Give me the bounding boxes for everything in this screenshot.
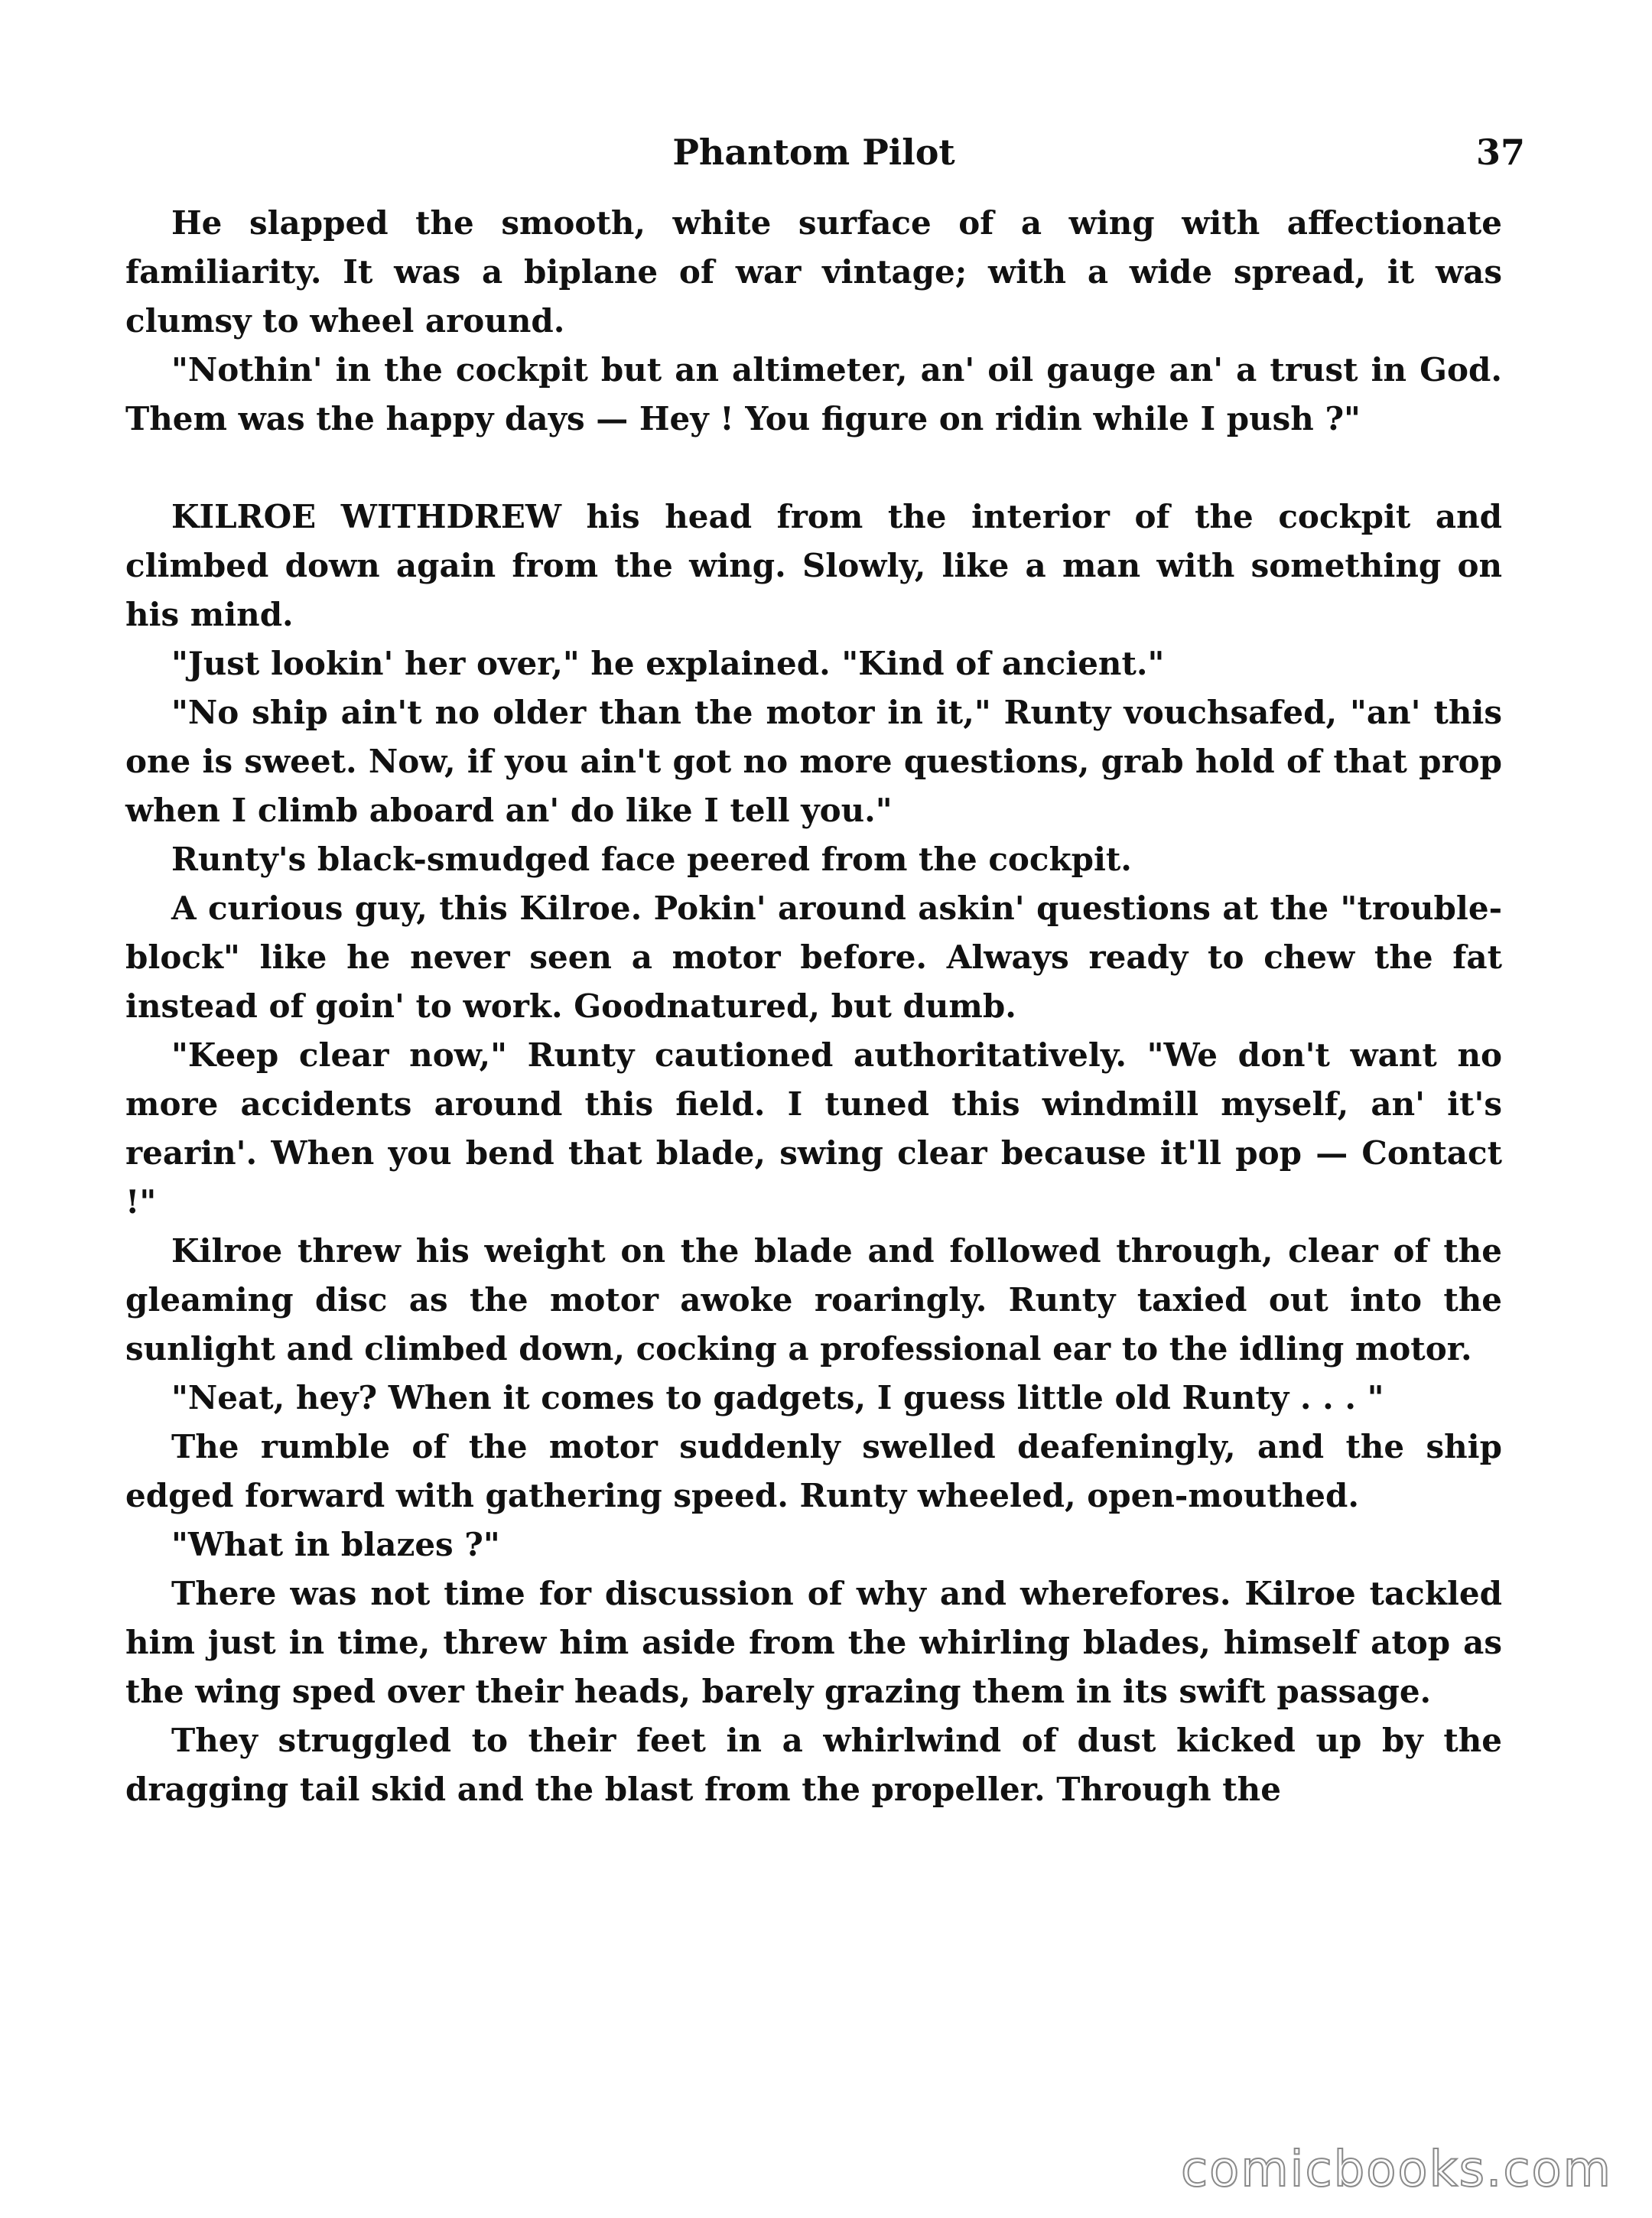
page-number: 37 [1475,132,1525,173]
running-title: Phantom Pilot [672,132,955,173]
paragraph: "Nothin' in the cockpit but an altimeter, an' oil gauge an' a trust in God. Them was the happy days — Hey ! You figure on ridin while I push ?" [125,351,1502,437]
paragraph: "No ship ain't no older than the motor in it," Runty vouchsafed, "an' this one is sweet. Now, if you ain't got no more questions, grab hold of that prop when I climb aboard an' do like I tell you." [125,694,1502,829]
book-page [125,122,1525,2172]
paragraph: A curious guy, this Kilroe. Pokin' around askin' questions at the "trouble-block" like he never seen a motor before. Always ready to chew the fat instead of goin' to work. Goodnatured, but dumb. [125,889,1502,1025]
paragraph-section-start: KILROE WITHDREW his head from the interior of the cockpit and climbed down again from the wing. Slowly, like a man with something on his mind. [125,498,1502,633]
paragraph: "Just lookin' her over," he explained. "Kind of ancient." [171,645,1165,682]
paragraph: He slapped the smooth, white surface of a wing with affectionate familiarity. It was a biplane of war vintage; with a wide spread, it was clumsy to wheel around. [125,204,1502,340]
paragraph: The rumble of the motor suddenly swelled deafeningly, and the ship edged forward with gathering speed. Runty wheeled, open-mouthed. [125,1428,1502,1514]
paragraph: "What in blazes ?" [171,1526,500,1563]
body-text [125,199,1502,1814]
paragraph: Runty's black-smudged face peered from the cockpit. [171,841,1132,878]
paragraph: They struggled to their feet in a whirlwind of dust kicked up by the dragging tail skid and the blast from the propeller. Through the [125,1722,1502,1808]
paragraph: "Neat, hey? When it comes to gadgets, I guess little old Runty . . . " [171,1379,1384,1416]
paragraph: There was not time for discussion of why and wherefores. Kilroe tackled him just in time, threw him aside from the whirling blades, himself atop as the wing sped over their heads, barely grazing them in its swift passage. [125,1575,1502,1710]
paragraph: Kilroe threw his weight on the blade and followed through, clear of the gleaming disc as the motor awoke roaringly. Runty taxied out into the sunlight and climbed down, cocking a professional ear to the idling motor. [125,1232,1502,1368]
site-watermark: comicbooks.com [1180,2142,1612,2198]
running-header [125,122,1525,199]
paragraph: "Keep clear now," Runty cautioned authoritatively. "We don't want no more accidents around this field. I tuned this windmill myself, an' it's rearin'. When you bend that blade, swing clear because it'll pop — Contact !" [125,1036,1502,1221]
